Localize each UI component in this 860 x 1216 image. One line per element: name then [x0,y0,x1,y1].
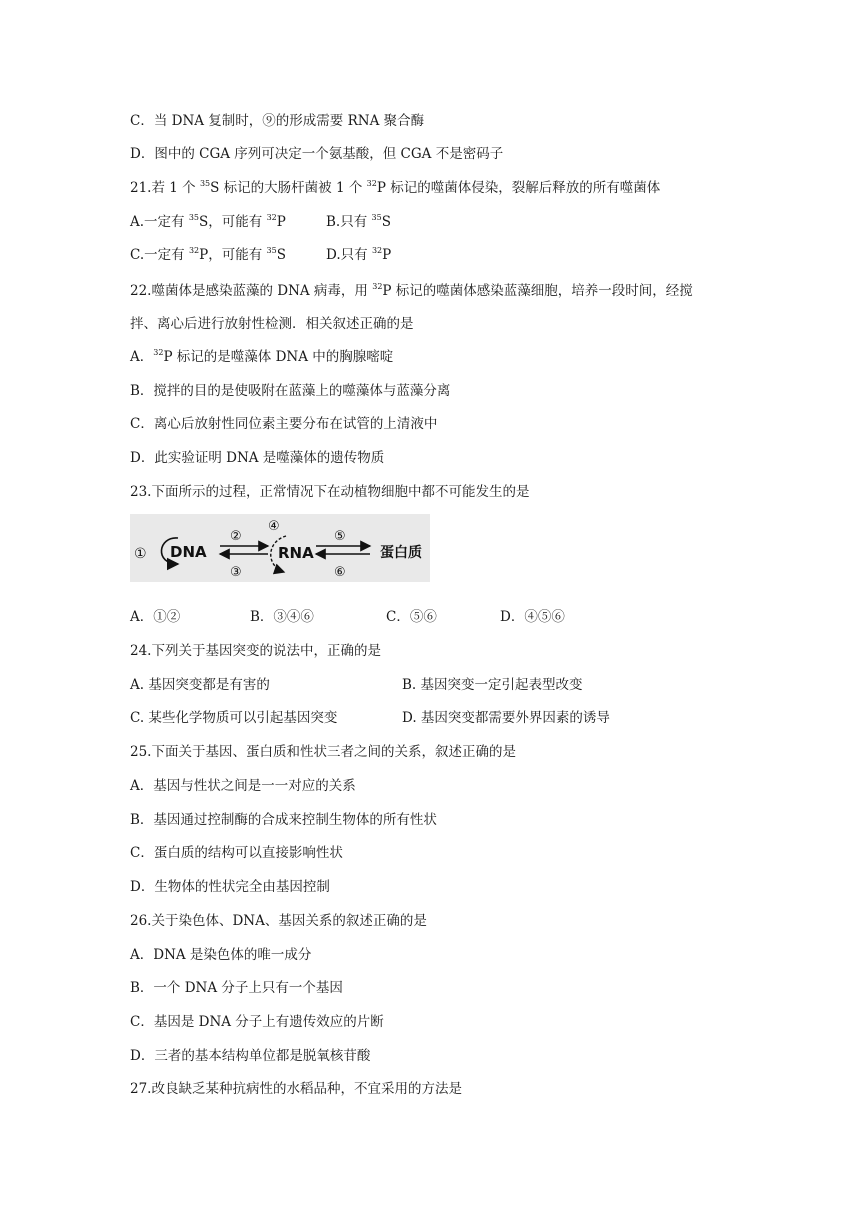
q21-c-sup-2: 35 [266,246,277,255]
q21-sup-35: 35 [199,179,211,188]
q21-option-a [130,212,286,232]
q23-stem: 23.下面所示的过程，正常情况下在动植物细胞中都不可能发生的是 [130,484,530,500]
q21-a-sup-1: 35 [188,213,200,222]
q21-option-c [130,245,286,265]
q21-stem [130,178,660,198]
q26-option-d: D．三者的基本结构单位都是脱氧核苷酸 [130,1048,371,1064]
q25-option-c: C．蛋白质的结构可以直接影响性状 [130,845,343,861]
q25-option-b: B．基因通过控制酶的合成来控制生物体的所有性状 [130,812,437,828]
q21-option-b [326,212,391,232]
q21-b-text-1: B.只有 [326,214,372,230]
q22-option-b: B．搅拌的目的是使吸附在蓝藻上的噬藻体与蓝藻分离 [130,383,451,399]
label-circle-1: ① [134,546,147,562]
label-rna: RNA [278,544,314,562]
q25-option-d: D．生物体的性状完全由基因控制 [130,879,330,895]
q23-option-d: D．④⑤⑥ [500,609,565,625]
q22-a-sup: 32 [153,348,164,357]
q21-c-text-2: P，可能有 [199,247,267,263]
q21-c-sup-1: 32 [188,246,200,255]
q25-option-a: A．基因与性状之间是一一对应的关系 [130,778,356,794]
q21-d-text-1: D.只有 [326,247,372,263]
q21-a-text-1: A.一定有 [130,214,189,230]
line-c-dna-replication: C．当 DNA 复制时，⑨的形成需要 RNA 聚合酶 [130,113,425,129]
q26-option-c: C．基因是 DNA 分子上有遗传效应的片断 [130,1014,384,1030]
q21-sup-32: 32 [366,179,377,188]
q22-stem-line1 [130,281,693,301]
q22-option-d: D．此实验证明 DNA 是噬藻体的遗传物质 [130,450,385,466]
q24-option-d: D. 基因突变都需要外界因素的诱导 [402,710,610,726]
q26-stem: 26.关于染色体、DNA、基因关系的叙述正确的是 [130,913,427,929]
q21-a-text-2: S，可能有 [199,214,267,230]
label-circle-4: ④ [268,519,280,534]
q22-stem-b: P 标记的噬菌体感染蓝藻细胞，培养一段时间，经搅 [382,283,693,299]
q21-d-sup: 32 [371,246,383,255]
q22-stem-line2: 拌、离心后进行放射性检测．相关叙述正确的是 [130,316,414,332]
q23-option-b: B．③④⑥ [250,609,314,625]
q24-stem: 24.下列关于基因突变的说法中，正确的是 [130,643,381,659]
q26-option-b: B．一个 DNA 分子上只有一个基因 [130,980,343,996]
q24-option-b: B. 基因突变一定引起表型改变 [402,677,583,693]
q21-option-d [326,245,391,265]
q25-stem: 25.下面关于基因、蛋白质和性状三者之间的关系，叙述正确的是 [130,744,516,760]
q24-option-c: C. 某些化学物质可以引起基因突变 [130,710,338,726]
q24-option-a: A. 基因突变都是有害的 [130,677,270,693]
q22-stem-sup: 32 [372,282,383,291]
q21-a-sup-2: 32 [266,213,277,222]
q21-b-sup: 35 [371,213,382,222]
q21-c-text-3: S [276,247,286,263]
label-circle-3: ③ [230,565,242,580]
q21-a-text-3: P [276,214,286,230]
q22-option-a [130,347,393,367]
q21-c-text-1: C.一定有 [130,247,189,263]
q21-b-text-2: S [381,214,391,230]
q22-a-text-1: A． [130,349,154,365]
q21-stem-b: S 标记的大肠杆菌被 1 个 [210,180,367,196]
label-circle-5: ⑤ [334,529,346,544]
label-dna: DNA [170,543,207,561]
q26-option-a: A．DNA 是染色体的唯一成分 [130,947,312,963]
q22-a-text-2: P 标记的是噬藻体 DNA 中的胸腺嘧啶 [163,349,394,365]
line-d-cga-codon: D．图中的 CGA 序列可决定一个氨基酸，但 CGA 不是密码子 [130,146,504,162]
q22-option-c: C．离心后放射性同位素主要分布在试管的上清液中 [130,416,438,432]
q22-stem-a: 22.噬菌体是感染蓝藻的 DNA 病毒，用 [130,283,373,299]
q23-option-a: A．①② [130,609,181,625]
label-circle-2: ② [230,529,242,544]
central-dogma-diagram [130,514,430,582]
q21-stem-c: P 标记的噬菌体侵染，裂解后释放的所有噬菌体 [376,180,661,196]
label-protein: 蛋白质 [380,545,422,561]
q21-d-text-2: P [382,247,392,263]
central-dogma-svg [130,514,430,582]
q27-stem: 27.改良缺乏某种抗病性的水稻品种，不宜采用的方法是 [130,1081,462,1097]
label-circle-6: ⑥ [334,565,346,580]
q23-option-c: C．⑤⑥ [386,609,437,625]
q21-stem-a: 21.若 1 个 [130,180,200,196]
